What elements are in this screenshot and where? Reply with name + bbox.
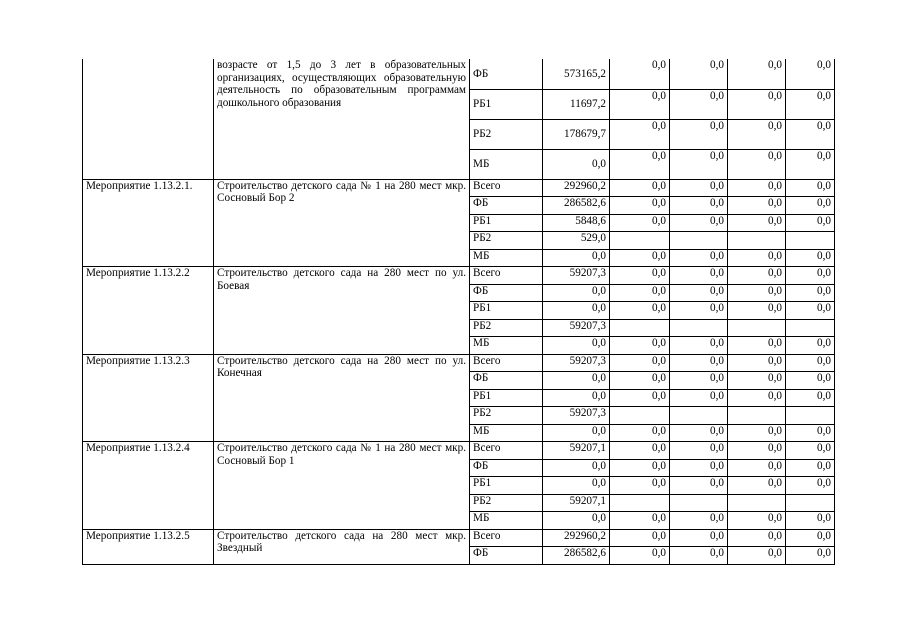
- measure-description-cell: возрасте от 1,5 до 3 лет в образовательных организациях, осуществляющих образовательную деятельность по образовательным программам дошкольного образования: [214, 59, 470, 179]
- year-amount-cell: [786, 407, 835, 425]
- year-amount-cell: 0,0: [728, 284, 786, 302]
- year-amount-cell: 0,0: [728, 337, 786, 355]
- year-amount-cell: 0,0: [786, 337, 835, 355]
- table-row: [83, 442, 835, 460]
- year-amount-cell: 0,0: [610, 442, 670, 460]
- table-row: [83, 179, 835, 197]
- funding-source-cell: Всего: [470, 354, 543, 372]
- year-amount-cell: 0,0: [610, 389, 670, 407]
- measure-description-cell: Строительство детского сада на 280 мест мкр. Звездный: [214, 529, 470, 564]
- year-amount-cell: 0,0: [728, 249, 786, 267]
- year-amount-cell: 0,0: [786, 59, 835, 89]
- table-row: [83, 529, 835, 547]
- total-amount-cell: 0,0: [543, 424, 610, 442]
- year-amount-cell: 0,0: [786, 249, 835, 267]
- measure-label-cell: Мероприятие 1.13.2.5: [83, 529, 214, 564]
- total-amount-cell: 0,0: [543, 284, 610, 302]
- year-amount-cell: 0,0: [610, 59, 670, 89]
- year-amount-cell: 0,0: [786, 372, 835, 390]
- year-amount-cell: 0,0: [610, 119, 670, 149]
- year-amount-cell: 0,0: [670, 267, 728, 285]
- year-amount-cell: 0,0: [670, 179, 728, 197]
- year-amount-cell: 0,0: [670, 389, 728, 407]
- total-amount-cell: 0,0: [543, 512, 610, 530]
- total-amount-cell: 286582,6: [543, 197, 610, 215]
- funding-source-cell: ФБ: [470, 59, 543, 89]
- funding-source-cell: ФБ: [470, 547, 543, 565]
- year-amount-cell: 0,0: [786, 477, 835, 495]
- measure-label-cell: [83, 59, 214, 179]
- year-amount-cell: [670, 494, 728, 512]
- funding-source-cell: ФБ: [470, 372, 543, 390]
- total-amount-cell: 573165,2: [543, 59, 610, 89]
- year-amount-cell: 0,0: [786, 424, 835, 442]
- year-amount-cell: 0,0: [610, 354, 670, 372]
- funding-source-cell: РБ2: [470, 119, 543, 149]
- year-amount-cell: [786, 232, 835, 250]
- year-amount-cell: [610, 494, 670, 512]
- year-amount-cell: 0,0: [670, 442, 728, 460]
- funding-source-cell: МБ: [470, 512, 543, 530]
- year-amount-cell: [728, 232, 786, 250]
- year-amount-cell: 0,0: [670, 89, 728, 119]
- year-amount-cell: 0,0: [728, 354, 786, 372]
- year-amount-cell: 0,0: [670, 372, 728, 390]
- measure-description-cell: Строительство детского сада № 1 на 280 мест мкр. Сосновый Бор 2: [214, 179, 470, 267]
- year-amount-cell: 0,0: [670, 477, 728, 495]
- year-amount-cell: [610, 407, 670, 425]
- funding-source-cell: РБ1: [470, 477, 543, 495]
- year-amount-cell: [728, 494, 786, 512]
- year-amount-cell: 0,0: [728, 302, 786, 320]
- year-amount-cell: 0,0: [786, 197, 835, 215]
- year-amount-cell: 0,0: [786, 442, 835, 460]
- year-amount-cell: 0,0: [728, 214, 786, 232]
- funding-source-cell: Всего: [470, 529, 543, 547]
- total-amount-cell: 0,0: [543, 459, 610, 477]
- funding-source-cell: Всего: [470, 179, 543, 197]
- year-amount-cell: 0,0: [610, 337, 670, 355]
- measure-label-cell: Мероприятие 1.13.2.1.: [83, 179, 214, 267]
- year-amount-cell: 0,0: [670, 119, 728, 149]
- year-amount-cell: 0,0: [670, 59, 728, 89]
- year-amount-cell: 0,0: [670, 149, 728, 179]
- year-amount-cell: 0,0: [670, 529, 728, 547]
- year-amount-cell: 0,0: [610, 512, 670, 530]
- year-amount-cell: 0,0: [728, 119, 786, 149]
- year-amount-cell: 0,0: [786, 179, 835, 197]
- year-amount-cell: 0,0: [728, 89, 786, 119]
- year-amount-cell: 0,0: [670, 547, 728, 565]
- year-amount-cell: 0,0: [610, 477, 670, 495]
- total-amount-cell: 286582,6: [543, 547, 610, 565]
- year-amount-cell: 0,0: [728, 529, 786, 547]
- year-amount-cell: [670, 407, 728, 425]
- total-amount-cell: 0,0: [543, 477, 610, 495]
- year-amount-cell: 0,0: [670, 197, 728, 215]
- total-amount-cell: 0,0: [543, 372, 610, 390]
- year-amount-cell: 0,0: [610, 424, 670, 442]
- year-amount-cell: [610, 319, 670, 337]
- year-amount-cell: [786, 319, 835, 337]
- measure-description-cell: Строительство детского сада на 280 мест по ул. Боевая: [214, 267, 470, 355]
- year-amount-cell: 0,0: [610, 214, 670, 232]
- funding-source-cell: РБ2: [470, 407, 543, 425]
- funding-source-cell: ФБ: [470, 284, 543, 302]
- year-amount-cell: [670, 319, 728, 337]
- year-amount-cell: 0,0: [670, 459, 728, 477]
- funding-source-cell: ФБ: [470, 197, 543, 215]
- table-row: [83, 267, 835, 285]
- funding-source-cell: РБ1: [470, 89, 543, 119]
- measure-label-cell: Мероприятие 1.13.2.3: [83, 354, 214, 442]
- year-amount-cell: [670, 232, 728, 250]
- year-amount-cell: 0,0: [610, 149, 670, 179]
- year-amount-cell: 0,0: [786, 89, 835, 119]
- year-amount-cell: 0,0: [670, 284, 728, 302]
- year-amount-cell: 0,0: [786, 302, 835, 320]
- year-amount-cell: 0,0: [610, 197, 670, 215]
- total-amount-cell: 0,0: [543, 249, 610, 267]
- year-amount-cell: 0,0: [786, 149, 835, 179]
- year-amount-cell: 0,0: [670, 302, 728, 320]
- year-amount-cell: 0,0: [728, 179, 786, 197]
- funding-table: [82, 59, 835, 565]
- measure-description-cell: Строительство детского сада № 1 на 280 мест мкр. Сосновый Бор 1: [214, 442, 470, 530]
- year-amount-cell: 0,0: [610, 302, 670, 320]
- year-amount-cell: 0,0: [728, 512, 786, 530]
- year-amount-cell: 0,0: [610, 284, 670, 302]
- year-amount-cell: 0,0: [610, 89, 670, 119]
- funding-source-cell: РБ2: [470, 494, 543, 512]
- total-amount-cell: 59207,1: [543, 442, 610, 460]
- funding-source-cell: РБ2: [470, 232, 543, 250]
- total-amount-cell: 5848,6: [543, 214, 610, 232]
- year-amount-cell: 0,0: [728, 372, 786, 390]
- year-amount-cell: 0,0: [786, 389, 835, 407]
- year-amount-cell: 0,0: [670, 354, 728, 372]
- year-amount-cell: 0,0: [786, 529, 835, 547]
- year-amount-cell: 0,0: [728, 424, 786, 442]
- year-amount-cell: 0,0: [728, 149, 786, 179]
- total-amount-cell: 292960,2: [543, 179, 610, 197]
- year-amount-cell: 0,0: [670, 249, 728, 267]
- funding-source-cell: Всего: [470, 442, 543, 460]
- year-amount-cell: 0,0: [786, 119, 835, 149]
- funding-source-cell: РБ1: [470, 302, 543, 320]
- year-amount-cell: 0,0: [728, 477, 786, 495]
- year-amount-cell: 0,0: [786, 459, 835, 477]
- funding-source-cell: ФБ: [470, 459, 543, 477]
- year-amount-cell: 0,0: [786, 512, 835, 530]
- funding-source-cell: МБ: [470, 249, 543, 267]
- year-amount-cell: 0,0: [670, 214, 728, 232]
- year-amount-cell: 0,0: [610, 179, 670, 197]
- total-amount-cell: 59207,3: [543, 267, 610, 285]
- funding-source-cell: МБ: [470, 337, 543, 355]
- total-amount-cell: 11697,2: [543, 89, 610, 119]
- funding-source-cell: РБ2: [470, 319, 543, 337]
- year-amount-cell: 0,0: [786, 284, 835, 302]
- measure-description-cell: Строительство детского сада на 280 мест по ул. Конечная: [214, 354, 470, 442]
- funding-source-cell: Всего: [470, 267, 543, 285]
- funding-source-cell: МБ: [470, 424, 543, 442]
- year-amount-cell: 0,0: [610, 372, 670, 390]
- year-amount-cell: 0,0: [728, 267, 786, 285]
- year-amount-cell: 0,0: [728, 459, 786, 477]
- year-amount-cell: 0,0: [610, 249, 670, 267]
- year-amount-cell: 0,0: [786, 214, 835, 232]
- total-amount-cell: 178679,7: [543, 119, 610, 149]
- funding-source-cell: РБ1: [470, 389, 543, 407]
- year-amount-cell: 0,0: [786, 267, 835, 285]
- year-amount-cell: 0,0: [610, 529, 670, 547]
- total-amount-cell: 0,0: [543, 389, 610, 407]
- year-amount-cell: 0,0: [728, 59, 786, 89]
- total-amount-cell: 0,0: [543, 302, 610, 320]
- year-amount-cell: 0,0: [786, 354, 835, 372]
- total-amount-cell: 59207,3: [543, 407, 610, 425]
- year-amount-cell: 0,0: [670, 337, 728, 355]
- year-amount-cell: 0,0: [728, 197, 786, 215]
- total-amount-cell: 529,0: [543, 232, 610, 250]
- year-amount-cell: 0,0: [728, 547, 786, 565]
- funding-source-cell: МБ: [470, 149, 543, 179]
- table-row: [83, 354, 835, 372]
- measure-label-cell: Мероприятие 1.13.2.2: [83, 267, 214, 355]
- year-amount-cell: [728, 407, 786, 425]
- year-amount-cell: 0,0: [610, 459, 670, 477]
- total-amount-cell: 0,0: [543, 337, 610, 355]
- funding-source-cell: РБ1: [470, 214, 543, 232]
- total-amount-cell: 59207,1: [543, 494, 610, 512]
- total-amount-cell: 59207,3: [543, 354, 610, 372]
- year-amount-cell: 0,0: [610, 547, 670, 565]
- year-amount-cell: 0,0: [670, 512, 728, 530]
- year-amount-cell: 0,0: [670, 424, 728, 442]
- total-amount-cell: 292960,2: [543, 529, 610, 547]
- year-amount-cell: [786, 494, 835, 512]
- measure-label-cell: Мероприятие 1.13.2.4: [83, 442, 214, 530]
- year-amount-cell: 0,0: [728, 389, 786, 407]
- year-amount-cell: [610, 232, 670, 250]
- year-amount-cell: 0,0: [786, 547, 835, 565]
- table-row: [83, 59, 835, 89]
- total-amount-cell: 0,0: [543, 149, 610, 179]
- year-amount-cell: 0,0: [610, 267, 670, 285]
- year-amount-cell: [728, 319, 786, 337]
- total-amount-cell: 59207,3: [543, 319, 610, 337]
- year-amount-cell: 0,0: [728, 442, 786, 460]
